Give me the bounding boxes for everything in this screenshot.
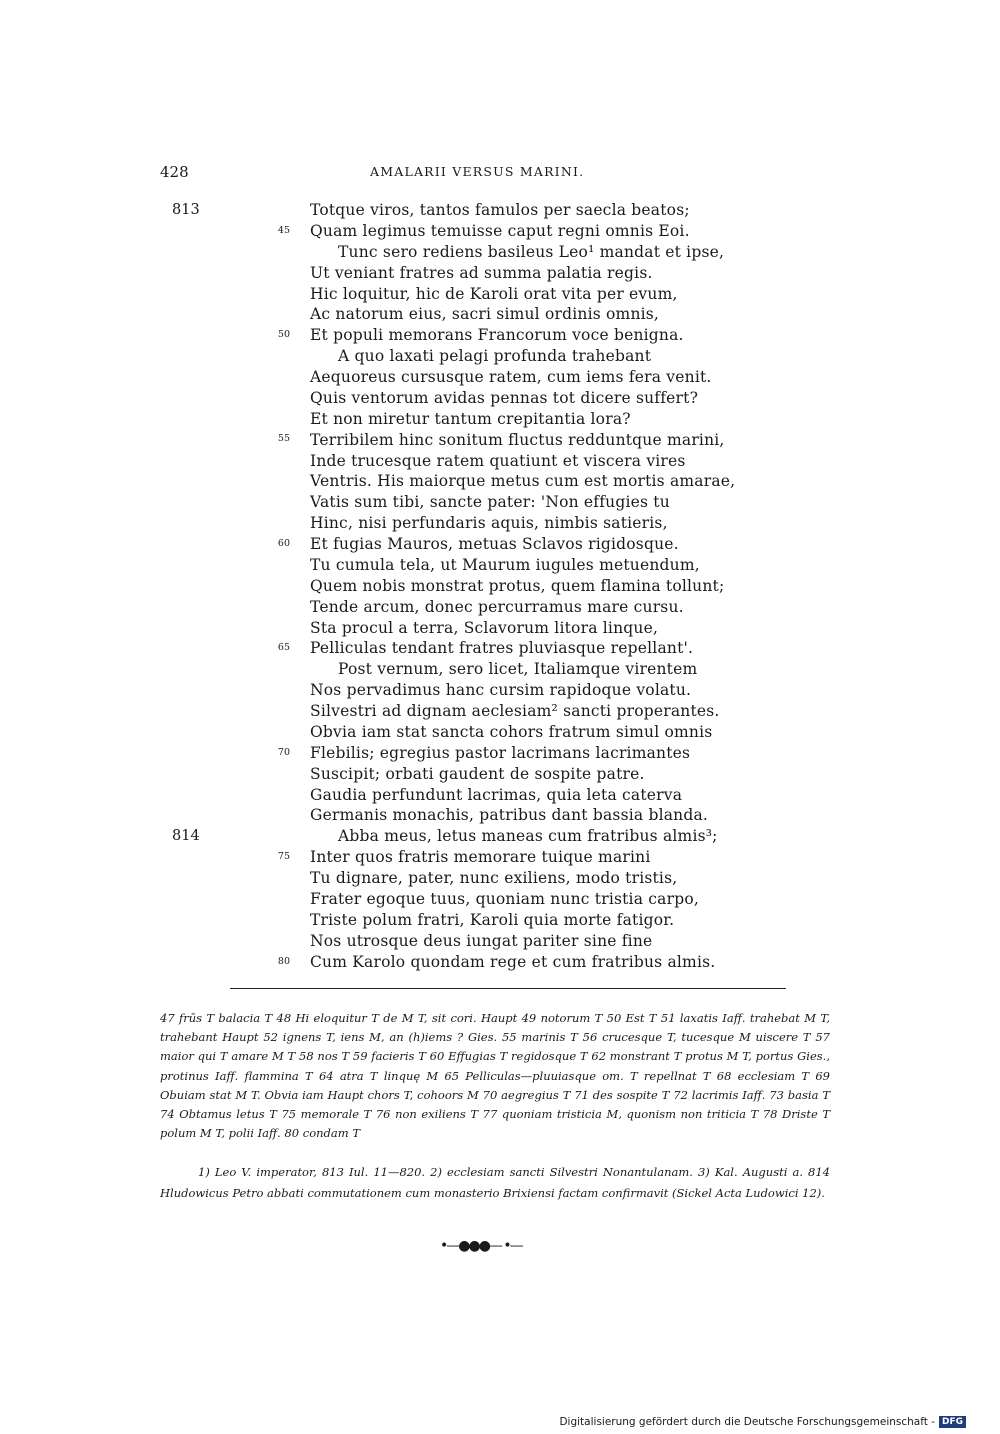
verse-line: Triste polum fratri, Karoli quia morte fatigor. [310, 911, 675, 929]
verse-line: Hinc, nisi perfundaris aquis, nimbis satieris, [310, 514, 668, 532]
verse-line: Nos pervadimus hanc cursim rapidoque volatu. [310, 681, 692, 699]
verse-line: Tende arcum, donec percurramus mare cursu. [310, 598, 684, 616]
verse-line: Abba meus, letus maneas cum fratribus almis³; [338, 827, 718, 845]
verse-line: Inter quos fratris memorare tuique marini [310, 848, 651, 866]
verse-line: Silvestri ad dignam aeclesiam² sancti properantes. [310, 702, 720, 720]
verse-line: Suscipit; orbati gaudent de sospite patre. [310, 765, 645, 783]
verse-line: Nos utrosque deus iungat pariter sine fine [310, 932, 653, 950]
verse-line: Totque viros, tantos famulos per saecla beatos; [310, 201, 690, 219]
verse-number: 55 [277, 433, 290, 444]
verse-line: Germanis monachis, patribus dant bassia blanda. [310, 806, 709, 824]
verse-number: 80 [277, 956, 290, 967]
digitization-credit [559, 1415, 966, 1429]
footnotes [160, 1162, 830, 1203]
verse-line: Terribilem hinc sonitum fluctus redduntque marini, [310, 431, 725, 449]
verse-line: Post vernum, sero licet, Italiamque virentem [338, 660, 698, 678]
verse-line: A quo laxati pelagi profunda trahebant [338, 347, 652, 365]
verse-line: Ventris. His maiorque metus cum est mortis amarae, [310, 472, 736, 490]
verse-line: Obvia iam stat sancta cohors fratrum simul omnis [310, 723, 713, 741]
verse-line: Quam legimus temuisse caput regni omnis Eoi. [310, 222, 690, 240]
separator-rule [230, 988, 786, 989]
footnote: 1) Leo V. imperator, 813 Iul. 11—820. 2) ecclesiam sancti Silvestri Nonantulanam. 3) Kal. Augusti a. 814 Hludowicus Petro abbati commutationem cum monasterio Brixiensi factam confirmavit (Sickel Acta Ludowici 12). [160, 1165, 830, 1200]
verse-line: Ac natorum eius, sacri simul ordinis omnis, [310, 305, 660, 323]
verse-line: Et populi memorans Francorum voce benigna. [310, 326, 684, 344]
verse-line: Frater egoque tuus, quoniam nunc tristia carpo, [310, 890, 699, 908]
verse-number: 50 [277, 329, 290, 340]
page-number: 428 [160, 163, 189, 181]
verse-number: 45 [277, 225, 290, 236]
verse-number: 70 [277, 747, 290, 758]
year-marker: 814 [172, 828, 200, 844]
verse-line: Et fugias Mauros, metuas Sclavos rigidosque. [310, 535, 679, 553]
verse-line: Hic loquitur, hic de Karoli orat vita per evum, [310, 285, 678, 303]
critical-apparatus: 47 frūs T balacia T 48 Hi eloquitur T de M T, sit cori. Haupt 49 notorum T 50 Est T 51 laxatis Iaff. trahebat M T, trahebant Haupt 52 ignens T, iens M, an (h)iems ? Gies. 55 marinis T 56 crucesque T, tucesque M uiscere T 57 maior qui T amare M T 58 nos T 59 facieris T 60 Effugias T regidosque T 62 monstrant T protus M T, portus Gies., protinus Iaff. flammina T 64 atra T linquę M 65 Pelliculas—pluuiasque om. T repellnat T 68 ecclesiam T 69 Obuiam stat M T. Obvia iam Haupt chors T, cohoors M 70 aegregius T 71 des sospite T 72 lacrimis Iaff. 73 basia T 74 Obtamus letus T 75 memorale T 76 non exiliens T 77 quoniam tristicia M, quonism non triticia T 78 Driste T polum M T, polii Iaff. 80 condam T [160, 1011, 830, 1141]
credit-text: Digitalisierung gefördert durch die Deutsche Forschungsgemeinschaft - [559, 1416, 935, 1428]
verse-line: Cum Karolo quondam rege et cum fratribus almis. [310, 953, 716, 971]
verse-line: Pelliculas tendant fratres pluviasque repellant'. [310, 639, 694, 657]
verse-line: Quem nobis monstrat protus, quem flamina tollunt; [310, 577, 725, 595]
verse-line: Gaudia perfundunt lacrimas, quia leta caterva [310, 786, 683, 804]
verse-line: Ut veniant fratres ad summa palatia regis. [310, 264, 653, 282]
verse-line: Et non miretur tantum crepitantia lora? [310, 410, 631, 428]
verse-line: Sta procul a terra, Sclavorum litora linque, [310, 619, 659, 637]
verse-line: Tunc sero rediens basileus Leo¹ mandat et ipse, [338, 243, 725, 261]
verse-line: Aequoreus cursusque ratem, cum iems fera venit. [310, 368, 712, 386]
verse-line: Inde trucesque ratem quatiunt et viscera vires [310, 452, 686, 470]
verse-number: 60 [277, 538, 290, 549]
verse-number: 65 [277, 642, 290, 653]
verse-line: Vatis sum tibi, sancte pater: 'Non effugies tu [310, 493, 670, 511]
running-header: AMALARII VERSUS MARINI. [370, 164, 585, 179]
dfg-logo: DFG [939, 1416, 966, 1428]
verse-line: Flebilis; egregius pastor lacrimans lacrimantes [310, 744, 691, 762]
verse-line: Tu dignare, pater, nunc exiliens, modo tristis, [310, 869, 678, 887]
verse-number: 75 [277, 851, 290, 862]
verse-line: Tu cumula tela, ut Maurum iugules metuendum, [310, 556, 700, 574]
year-marker: 813 [172, 202, 200, 218]
ornament-flourish: •—●●●— •— [440, 1238, 522, 1254]
verse-line: Quis ventorum avidas pennas tot dicere suffert? [310, 389, 699, 407]
